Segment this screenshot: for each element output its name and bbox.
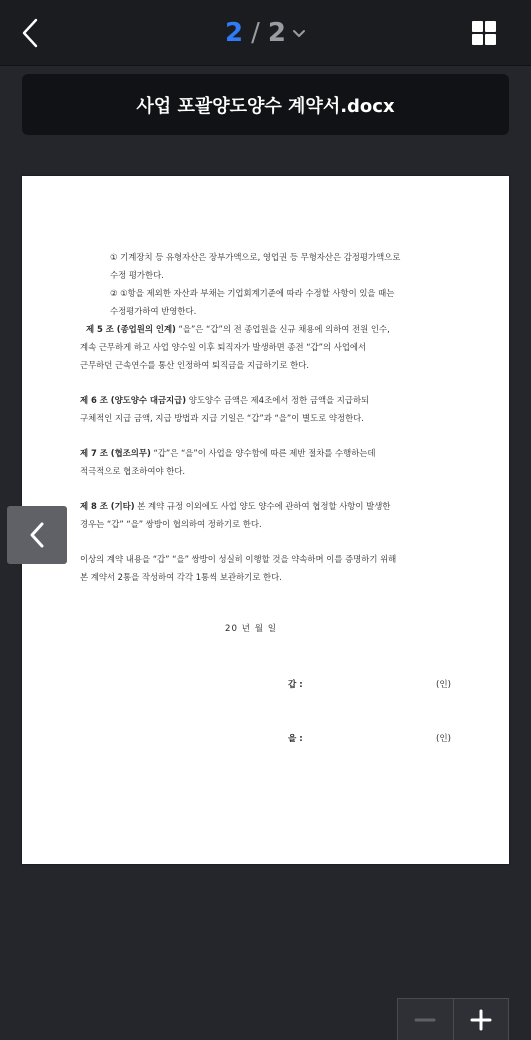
- article-6-title: 제 6 조 (양도양수 대금지급): [80, 395, 187, 405]
- doc-line: ① 기계장치 등 유형자산은 장부가액으로, 영업권 등 무형자산은 감정평가액으로: [110, 252, 401, 262]
- contract-date: 20 년 월 일: [225, 624, 278, 634]
- article-5-text: “을”은 “갑”의 전 종업원을 신규 채용에 의하여 전원 인수,: [175, 324, 390, 334]
- article-7-text: “갑”은 “을”이 사업을 양수함에 따른 제반 절차를 수행하는데: [150, 448, 376, 458]
- top-toolbar: [0, 0, 531, 66]
- doc-line: 수정평가하여 반영한다.: [110, 306, 197, 316]
- zoom-out-button[interactable]: [398, 999, 453, 1040]
- article-7-title: 제 7 조 (협조의무): [80, 448, 151, 458]
- previous-page-button[interactable]: [7, 506, 67, 564]
- page-separator: /: [251, 18, 260, 48]
- doc-line: 구체적인 지급 금액, 지급 방법과 지급 기일은 “갑”과 “을”이 별도로 약정한다.: [80, 413, 364, 423]
- chevron-down-icon: [292, 29, 306, 39]
- doc-line: 경우는 “갑” “을” 쌍방이 협의하여 정하기로 한다.: [80, 519, 262, 529]
- grid-icon: [472, 21, 483, 32]
- minus-icon: [414, 1009, 436, 1031]
- party-b-label: 을 :: [288, 734, 303, 744]
- zoom-controls: [397, 998, 509, 1040]
- article-5-title: 제 5 조 (종업원의 인계): [86, 324, 176, 334]
- article-5: [80, 320, 452, 338]
- party-a-seal: (인): [436, 680, 452, 690]
- doc-line: 근무하던 근속연수를 통산 인정하여 퇴직금을 지급하기로 한다.: [80, 360, 309, 370]
- party-b-seal: (인): [436, 734, 452, 744]
- page-selector[interactable]: [0, 14, 531, 52]
- article-6-text: 양도양수 금액은 제4조에서 정한 금액을 지급하되: [186, 395, 370, 405]
- article-8-text: 본 계약 규정 이외에도 사업 양도 양수에 관하여 협정할 사항이 발생한: [134, 501, 391, 511]
- doc-line: 계속 근무하게 하고 사업 양수일 이후 퇴직자가 발생하면 종전 “갑”의 사업에서: [80, 342, 367, 352]
- article-8: [80, 497, 452, 515]
- current-page-number: 2: [225, 18, 244, 48]
- article-7: [80, 444, 452, 462]
- doc-line: 적극적으로 협조하여야 한다.: [80, 466, 186, 476]
- document-title-card: [22, 74, 509, 135]
- closing-line: 이상의 계약 내용을 “갑” “을” 쌍방이 성실히 이행할 것을 약속하며 이를 증명하기 위해: [80, 554, 397, 564]
- document-filename: 사업 포괄양도양수 계약서.docx: [136, 95, 395, 117]
- closing-line: 본 계약서 2통을 작성하여 각각 1통씩 보관하기로 한다.: [80, 572, 282, 582]
- plus-icon: [470, 1009, 492, 1031]
- article-8-title: 제 8 조 (기타): [80, 501, 135, 511]
- grid-view-button[interactable]: [472, 21, 496, 45]
- doc-line: 수정 평가한다.: [110, 270, 164, 280]
- article-6: [80, 391, 452, 409]
- chevron-left-icon: [29, 521, 45, 549]
- party-a-label: 갑 :: [288, 680, 303, 690]
- document-body: [80, 248, 452, 586]
- doc-line: ② ①항을 제외한 자산과 부채는 기업회계기준에 따라 수정할 사항이 있을 때는: [110, 288, 395, 298]
- document-page[interactable]: [22, 176, 509, 864]
- total-page-count: 2: [267, 18, 286, 48]
- zoom-in-button[interactable]: [453, 999, 509, 1040]
